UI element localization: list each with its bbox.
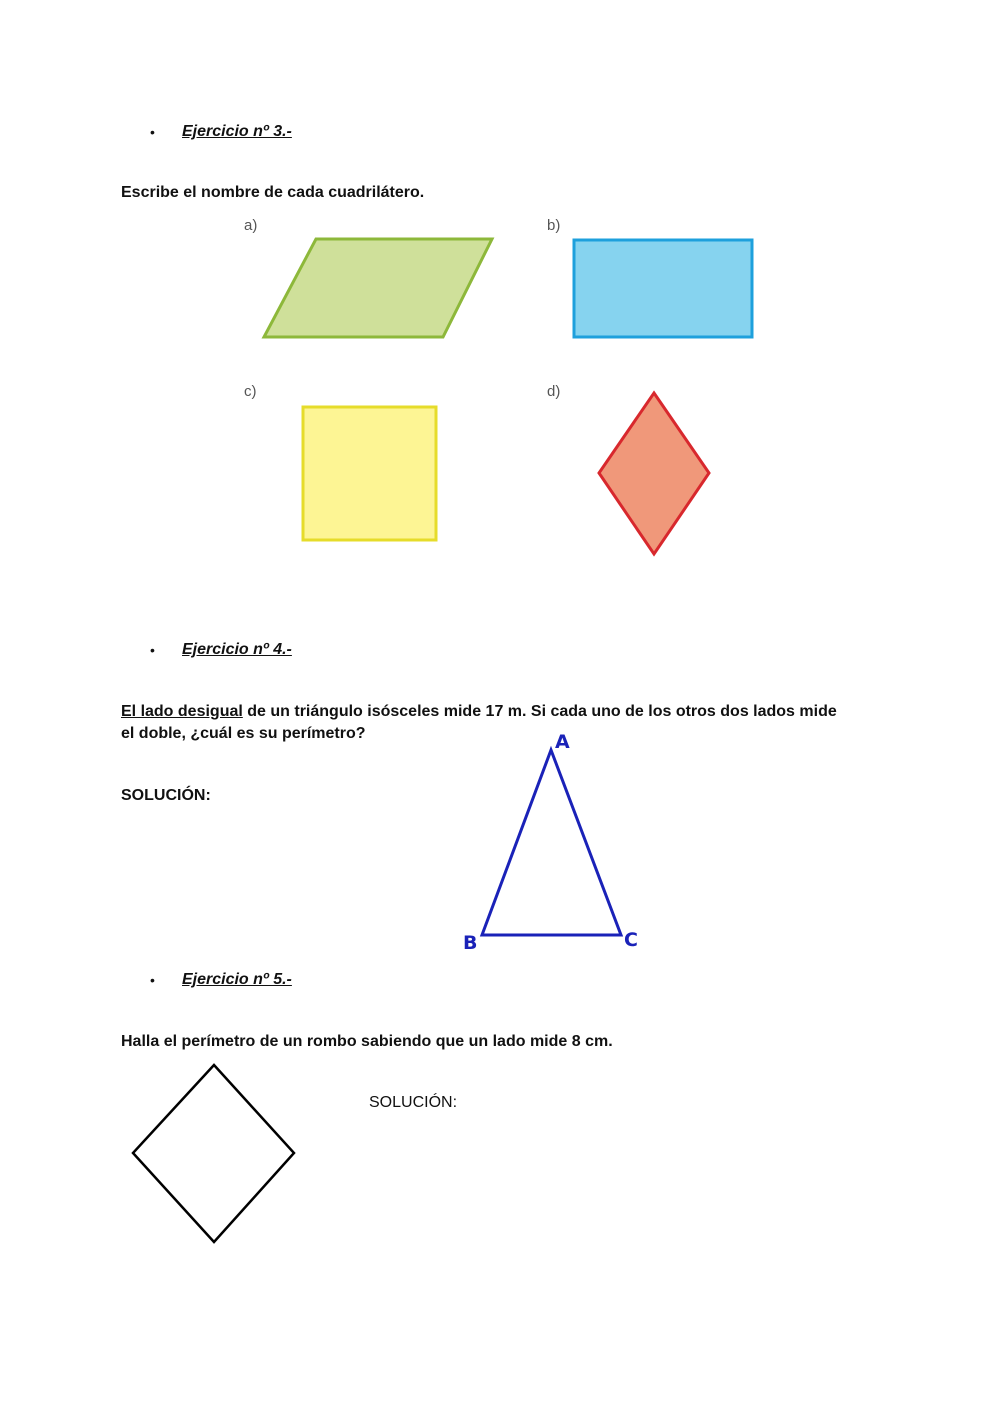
bullet-marker: • — [150, 642, 155, 658]
exercise-3-statement: Escribe el nombre de cada cuadrilátero. — [121, 184, 425, 201]
bullet-marker: • — [150, 124, 155, 140]
underlined-phrase: El lado desigual — [121, 703, 243, 720]
statement-line2: el doble, ¿cuál es su perímetro? — [121, 725, 366, 742]
shape-label-d: d) — [547, 383, 561, 400]
vertex-c-label: C — [624, 929, 638, 951]
shape-label-c: c) — [244, 383, 257, 400]
exercise-5-title: Ejercicio nº 5.- — [182, 971, 292, 988]
exercise-4-solution-label: SOLUCIÓN: — [121, 787, 211, 804]
bullet-marker: • — [150, 972, 155, 988]
shape-label-a: a) — [244, 217, 258, 234]
shape-label-b: b) — [547, 217, 561, 234]
statement-line1-rest: de un triángulo isósceles mide 17 m. Si cada uno de los otros dos lados mide — [242, 703, 837, 720]
exercise-5-statement: Halla el perímetro de un rombo sabiendo que un lado mide 8 cm. — [121, 1033, 613, 1050]
vertex-a-label: A — [555, 731, 570, 753]
exercise-3-title: Ejercicio nº 3.- — [182, 123, 292, 140]
exercise-4-title: Ejercicio nº 4.- — [182, 641, 292, 658]
exercise-5-solution-label: SOLUCIÓN: — [369, 1094, 458, 1111]
vertex-b-label: B — [463, 932, 478, 954]
